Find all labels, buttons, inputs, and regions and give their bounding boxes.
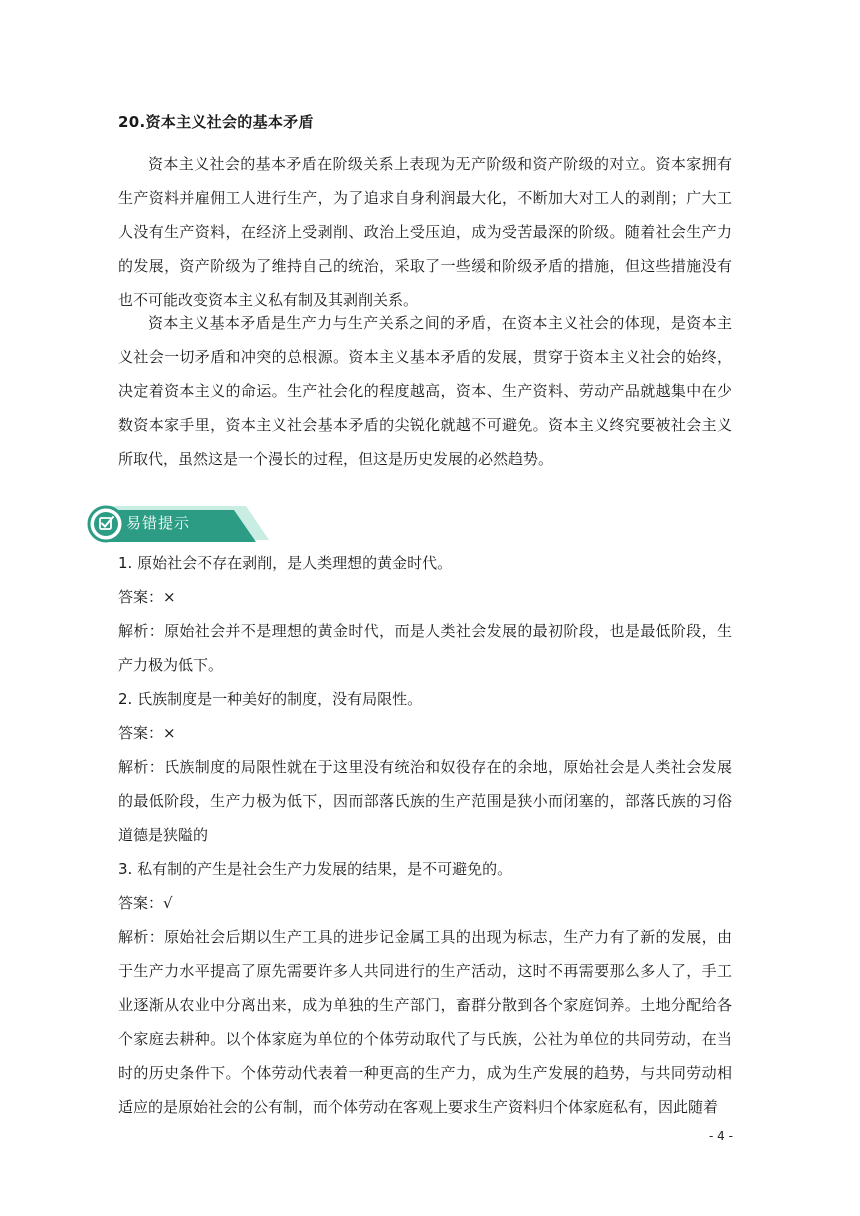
page-number: - 4 - bbox=[709, 1129, 733, 1143]
tip-2-answer: 答案：× bbox=[118, 724, 176, 742]
tip-1-analysis: 解析：原始社会并不是理想的黄金时代，而是人类社会发展的最初阶段，也是最低阶段，生产力极为低下。 bbox=[118, 622, 732, 674]
tip-1-question: 1. 原始社会不存在剥削，是人类理想的黄金时代。 bbox=[118, 554, 453, 572]
paragraph-2: 资本主义基本矛盾是生产力与生产关系之间的矛盾，在资本主义社会的体现，是资本主义社会一切矛盾和冲突的总根源。资本主义基本矛盾的发展，贯穿于资本主义社会的始终，决定着资本主义的命运。生产社会化的程度越高，资本、生产资料、劳动产品就越集中在少数资本家手里，资本主义社会基本矛盾的尖锐化就越不可避免。资本主义终究要被社会主义所取代，虽然这是一个漫长的过程，但这是历史发展的必然趋势。 bbox=[118, 314, 732, 468]
tips-list bbox=[118, 546, 732, 1124]
tip-2-question: 2. 氏族制度是一种美好的制度，没有局限性。 bbox=[118, 690, 423, 708]
section-heading: 20.资本主义社会的基本矛盾 bbox=[118, 113, 314, 131]
tip-3-answer: 答案：√ bbox=[118, 894, 173, 912]
tip-2-analysis: 解析：氏族制度的局限性就在于这里没有统治和奴役存在的余地，原始社会是人类社会发展的最低阶段，生产力极为低下，因而部落氏族的生产范围是狭小而闭塞的，部落氏族的习俗道德是狭隘的 bbox=[118, 758, 732, 844]
tip-1-answer: 答案：× bbox=[118, 588, 176, 606]
tip-3-question: 3. 私有制的产生是社会生产力发展的结果，是不可避免的。 bbox=[118, 860, 513, 878]
paragraph-1: 资本主义社会的基本矛盾在阶级关系上表现为无产阶级和资产阶级的对立。资本家拥有生产资料并雇佣工人进行生产，为了追求自身利润最大化，不断加大对工人的剥削；广大工人没有生产资料，在经济上受剥削、政治上受压迫，成为受苦最深的阶级。随着社会生产力的发展，资产阶级为了维持自己的统治，采取了一些缓和阶级矛盾的措施，但这些措施没有也不可能改变资本主义私有制及其剥削关系。 bbox=[118, 155, 732, 309]
tip-3-analysis: 解析：原始社会后期以生产工具的进步记金属工具的出现为标志，生产力有了新的发展，由于生产力水平提高了原先需要许多人共同进行的生产活动，这时不再需要那么多人了，手工业逐渐从农业中分离出来，成为单独的生产部门，畜群分散到各个家庭饲养。土地分配给各个家庭去耕种。以个体家庭为单位的个体劳动取代了与氏族，公社为单位的共同劳动，在当时的历史条件下。个体劳动代表着一种更高的生产力，成为生产发展的趋势，与共同劳动相适应的是原始社会的公有制，而个体劳动在客观上要求生产资料归个体家庭私有，因此随着 bbox=[118, 928, 732, 1116]
banner-label: 易错提示 bbox=[126, 514, 191, 532]
